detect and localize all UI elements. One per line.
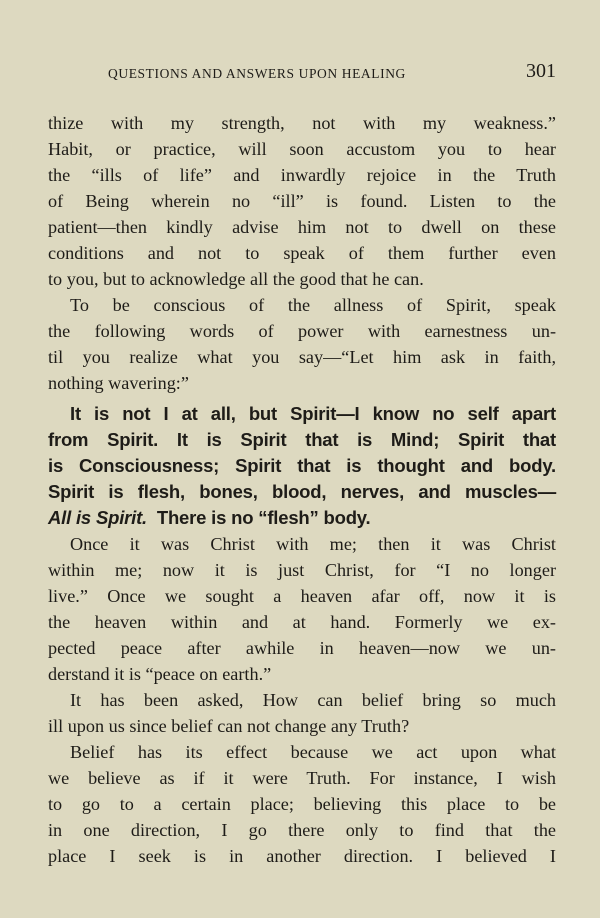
text-line: To be conscious of the allness of Spirit, speak (70, 295, 556, 315)
text-line: patient—then kindly advise him not to dwell on these (48, 217, 556, 237)
bold-line: is Consciousness; Spirit that is thought and body. (48, 455, 556, 476)
bold-line: Spirit is flesh, bones, blood, nerves, and muscles— (48, 481, 556, 502)
bold-line: It is not I at all, but Spirit—I know no self apart (70, 403, 556, 424)
text-line: nothing wavering:” (48, 373, 189, 393)
text-line: we believe as if it were Truth. For instance, I wish (48, 768, 556, 788)
text-line: Habit, or practice, will soon accustom you to hear (48, 139, 556, 159)
text-line: til you realize what you say—“Let him ask in faith, (48, 347, 556, 367)
italic-phrase: All is Spirit. (48, 507, 147, 528)
text-line: It has been asked, How can belief bring so much (70, 690, 556, 710)
bold-line: from Spirit. It is Spirit that is Mind; Spirit that (48, 429, 556, 450)
text-line: within me; now it is just Christ, for “I no longer (48, 560, 556, 580)
running-title: QUESTIONS AND ANSWERS UPON HEALING (108, 66, 406, 81)
bold-line (48, 505, 556, 531)
text-line: of Being wherein no “ill” is found. Listen to the (48, 191, 556, 211)
page-number: 301 (526, 60, 556, 82)
text-line: to you, but to acknowledge all the good that he can. (48, 269, 424, 289)
text-line: pected peace after awhile in heaven—now we un- (48, 638, 556, 658)
text-line: conditions and not to speak of them further even (48, 243, 556, 263)
text-line: in one direction, I go there only to find that the (48, 820, 556, 840)
text-line: derstand it is “peace on earth.” (48, 664, 272, 684)
text-line: ill upon us since belief can not change any Truth? (48, 716, 410, 736)
page-body (48, 110, 556, 869)
text-line: the heaven within and at hand. Formerly we ex- (48, 612, 556, 632)
page-header (108, 60, 556, 88)
text-line: to go to a certain place; believing this place to be (48, 794, 556, 814)
text-line: Once it was Christ with me; then it was Christ (70, 534, 556, 554)
bold-phrase: There is no “flesh” body. (156, 507, 371, 528)
text-line: place I seek is in another direction. I believed I (48, 846, 556, 866)
text-line: thize with my strength, not with my weakness.” (48, 113, 556, 133)
text-line: the “ills of life” and inwardly rejoice in the Truth (48, 165, 556, 185)
text-line: live.” Once we sought a heaven afar off, now it is (48, 586, 556, 606)
text-line: the following words of power with earnestness un- (48, 321, 556, 341)
text-line: Belief has its effect because we act upon what (70, 742, 556, 762)
affirmation-block (48, 401, 556, 531)
